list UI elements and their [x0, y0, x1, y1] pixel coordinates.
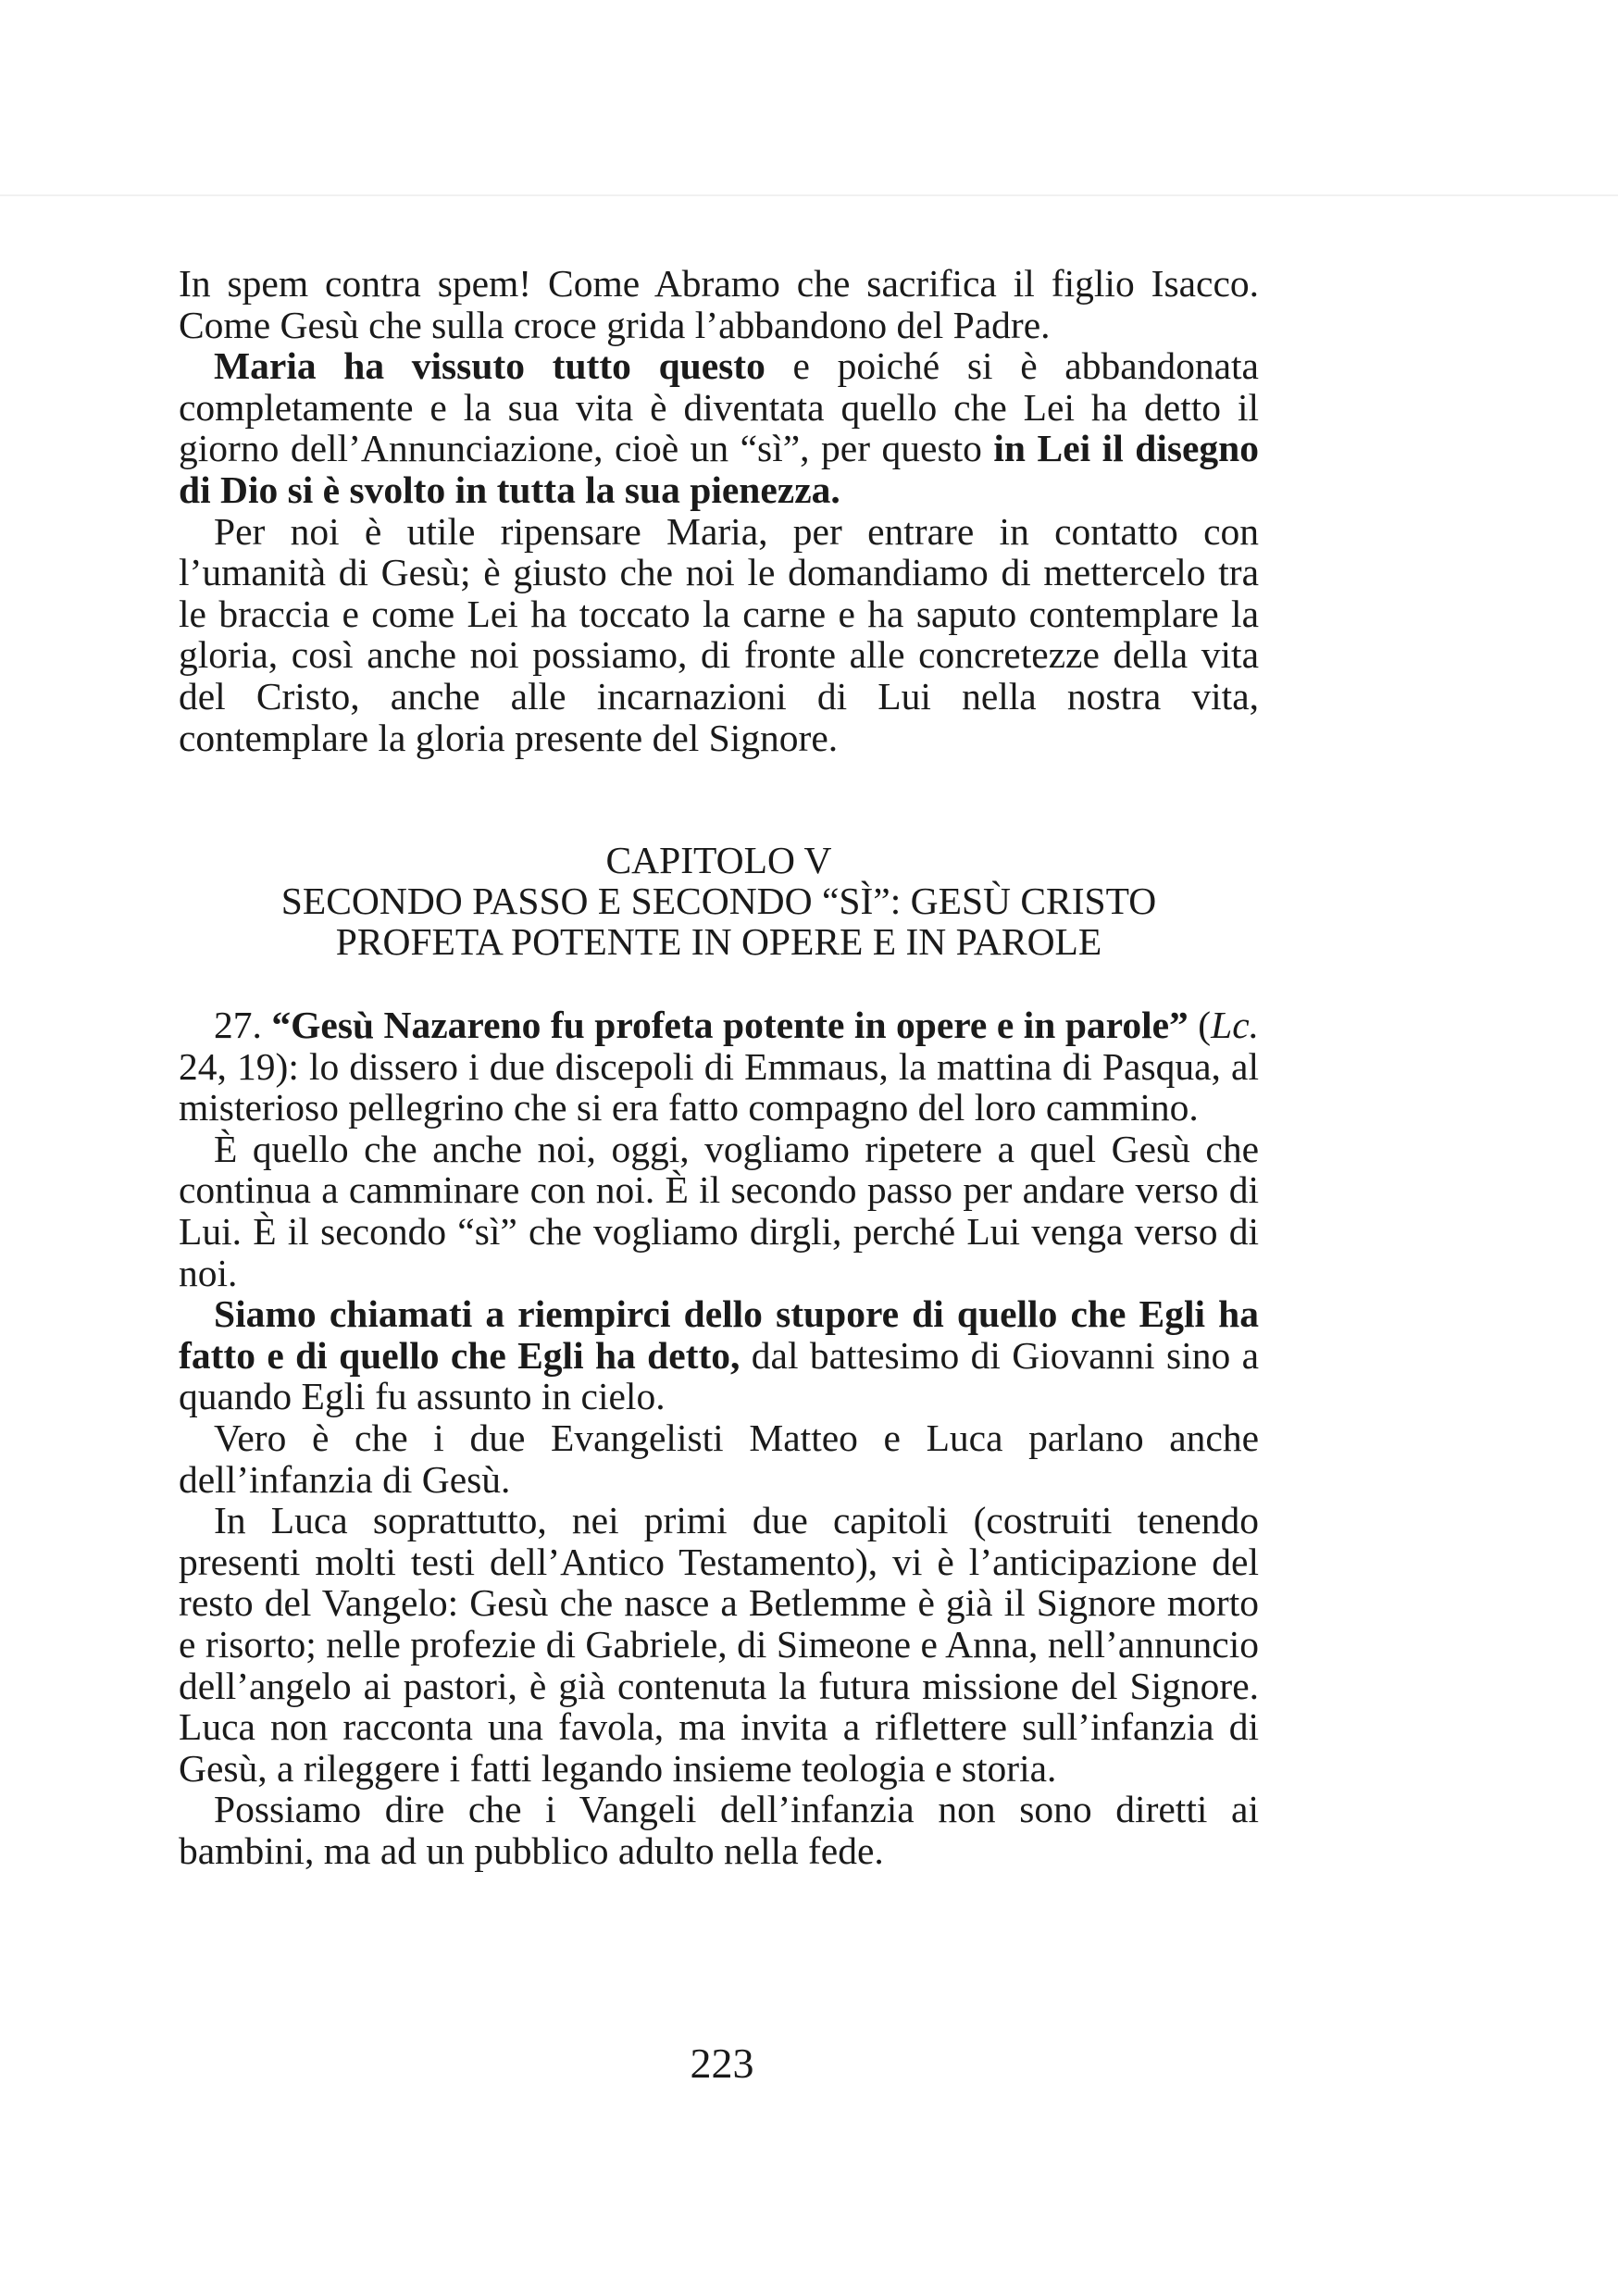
- paragraph-secondo-passo: È quello che anche noi, oggi, vogliamo ripetere a quel Gesù che continua a camminare con noi. È il secondo passo per andare verso di Lui. È il secondo “sì” che vogliamo dirgli, perché Lui venga verso di noi.: [179, 1127, 1259, 1294]
- chapter-heading: [179, 840, 1259, 962]
- paragraph-ripensare-maria: Per noi è utile ripensare Maria, per entrare in contatto con l’umanità di Gesù; è giusto che noi le domandiamo di mettercelo tra le braccia e come Lei ha toccato la carne e ha saputo contemplare la gloria, così anche noi possiamo, di fronte alle concretezze della vita del Cristo, anche alle incarnazioni di Lui nella nostra vita, contemplare la gloria presente del Signore.: [179, 509, 1259, 759]
- bold-phrase: in Lei il disegno di Dio si è svolto in tutta la sua pienezza.: [179, 427, 1259, 511]
- bold-quote: “Gesù Nazareno fu profeta potente in opere e in parole”: [271, 1004, 1189, 1046]
- page-number: 223: [690, 2040, 754, 2087]
- chapter-body-text: [179, 1004, 1259, 1871]
- chapter-number: CAPITOLO V: [605, 839, 832, 881]
- scripture-reference: Lc.: [1211, 1004, 1259, 1046]
- paragraph-vangeli-infanzia: Possiamo dire che i Vangeli dell’infanzia non sono diretti ai bambini, ma ad un pubblico adulto nella fede.: [179, 1788, 1259, 1872]
- paragraph-evangelisti: Vero è che i due Evangelisti Matteo e Luca parlano anche dell’infanzia di Gesù.: [179, 1416, 1259, 1501]
- continued-section-text: [179, 263, 1259, 758]
- bold-phrase: Maria ha vissuto tutto questo: [214, 344, 765, 388]
- paragraph-27: 27. “Gesù Nazareno fu profeta potente in opere e in parole” (Lc. 24, 19): lo dissero i due discepoli di Emmaus, la mattina di Pasqua, al misterioso pellegrino che si era fatto compagno del loro cammino.: [179, 1004, 1259, 1129]
- paragraph-luca: In Luca soprattutto, nei primi due capitoli (costruiti tenendo presenti molti testi dell’Antico Testamento), vi è l’anticipazione del resto del Vangelo: Gesù che nasce a Betlemme è già il Signore morto e risorto; nelle profezie di Gabriele, di Simeone e Anna, nell’annuncio dell’angelo ai pastori, è già contenuta la futura missione del Signore. Luca non racconta una favola, ma invita a riflettere sull’infanzia di Gesù, a rileggere i fatti legando insieme teologia e storia.: [179, 1499, 1259, 1790]
- scan-edge-line: [0, 194, 1618, 196]
- paragraph-maria: Maria ha vissuto tutto questo e poiché si è abbandonata completamente e la sua vita è diventata quello che Lei ha detto il giorno dell’Annunciazione, cioè un “sì”, per questo in Lei il disegno di Dio si è svolto in tutta la sua pienezza.: [179, 344, 1259, 511]
- paragraph-stupore: Siamo chiamati a riempirci dello stupore di quello che Egli ha fatto e di quello che Egli ha detto, dal battesimo di Giovanni sino a quando Egli fu assunto in cielo.: [179, 1292, 1260, 1418]
- bold-phrase: Siamo chiamati a riempirci dello stupore di quello che Egli ha fatto e di quello che Egli ha detto,: [179, 1292, 1259, 1377]
- paragraph-in-spem: In spem contra spem! Come Abramo che sacrifica il figlio Isacco. Come Gesù che sulla croce grida l’abbandono del Padre.: [179, 262, 1259, 346]
- chapter-title-line-1: SECONDO PASSO E SECONDO “SÌ”: GESÙ CRISTO: [280, 880, 1157, 922]
- chapter-title-line-2: PROFETA POTENTE IN OPERE E IN PAROLE: [335, 920, 1102, 963]
